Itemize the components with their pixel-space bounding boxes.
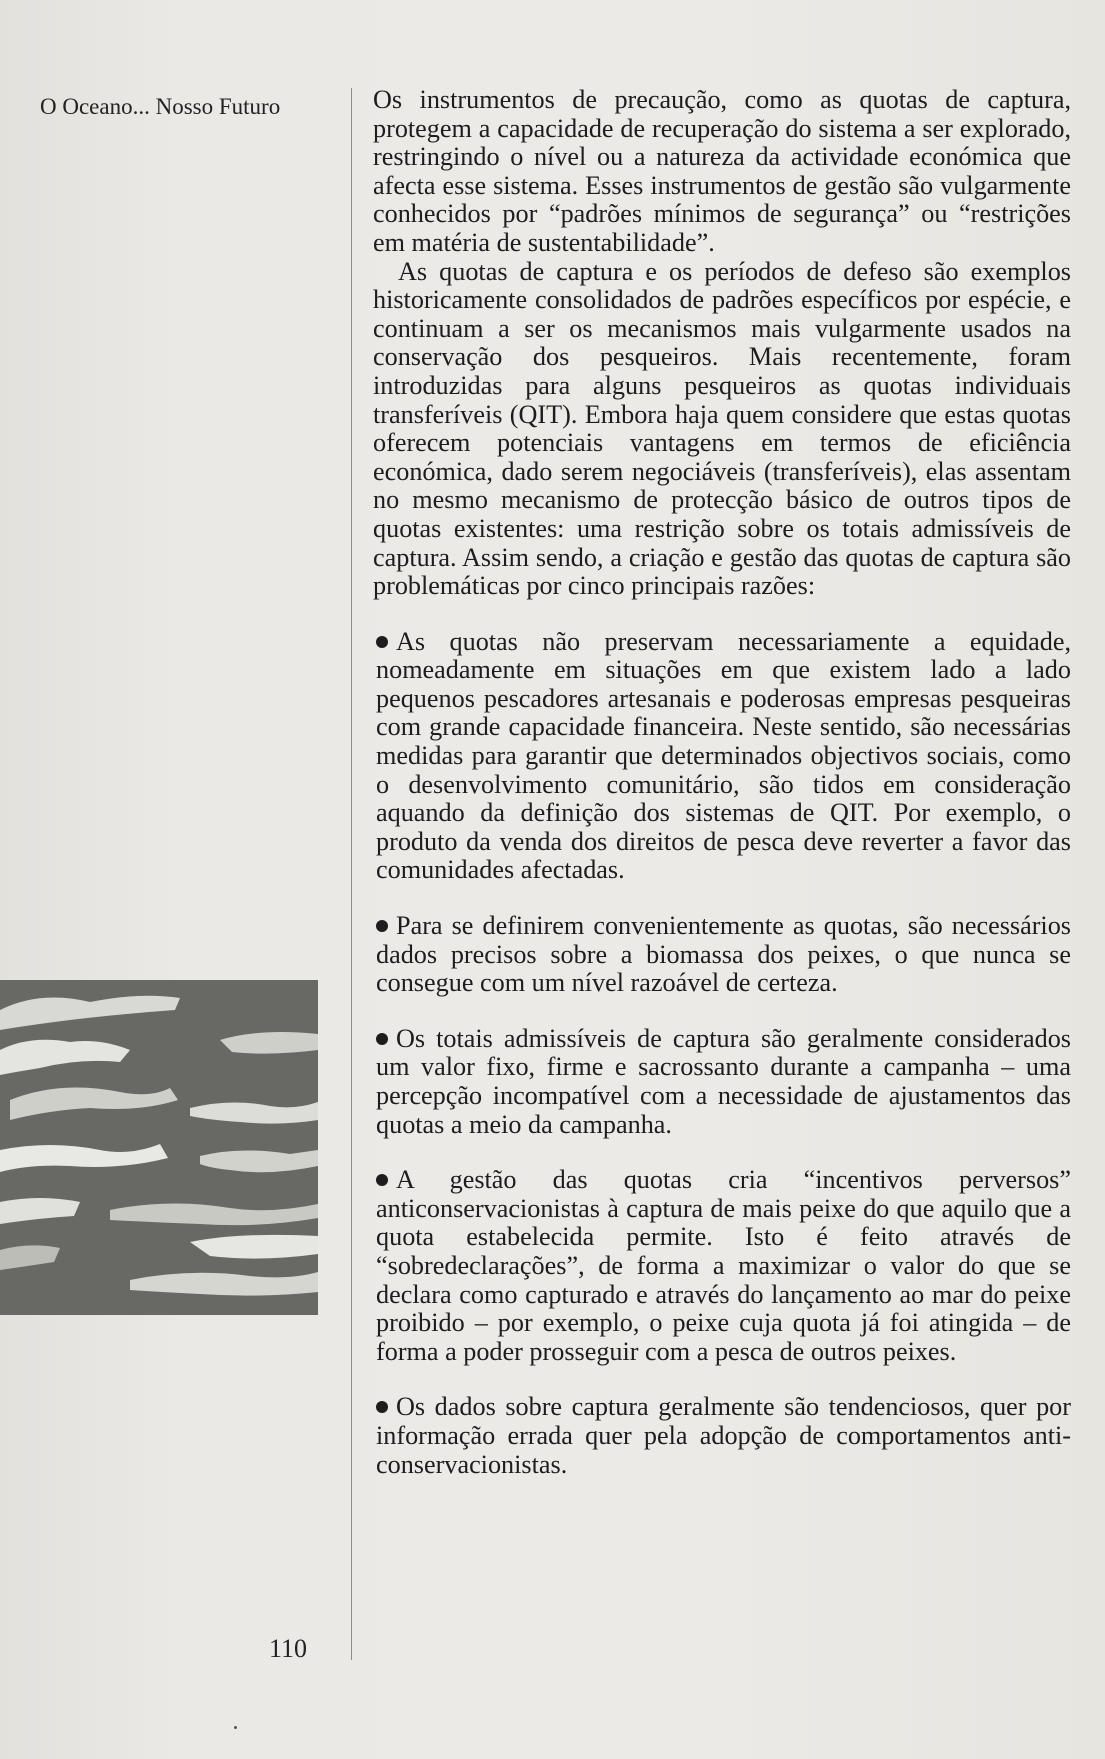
ocean-waves-image <box>0 980 318 1315</box>
bullet-icon <box>376 1401 388 1413</box>
list-item <box>376 628 1071 885</box>
list-item <box>376 1166 1071 1366</box>
bullet-icon <box>376 1174 388 1186</box>
ocean-photo <box>0 980 318 1315</box>
list-item-text: Os totais admissíveis de captura são geralmente considerados um valor fixo, firme e sacrossanto durante a campanha – uma percepção incompatível com a necessidade de ajustamentos das quotas a meio da campanha. <box>376 1023 1071 1139</box>
list-item-text: As quotas não preservam necessariamente a equidade, nomeadamente em situações em que existem lado a lado pequenos pescadores artesanais e poderosas empresas pesqueiras com grande capacidade financeira. Neste sentido, são necessárias medidas para garantir que determinados objectivos sociais, como o desenvolvimento comunitário, são tidos em consideração aquando da definição dos sistemas de QIT. Por exemplo, o produto da venda dos direitos de pesca deve reverter a favor das comunidades afectadas. <box>376 626 1071 885</box>
paragraph: Os instrumentos de precaução, como as quotas de captura, protegem a capacidade de recuperação do sistema a ser explorado, restringindo o nível ou a natureza da actividade económica que afecta esse sistema. Esses instrumentos de gestão são vulgarmente conhecidos por “padrões mínimos de segurança” ou “restrições em matéria de sustentabilidade”. <box>373 85 1071 257</box>
list-item <box>376 1393 1071 1479</box>
page-number: 110 <box>269 1634 308 1663</box>
list-item-text: Para se definirem convenientemente as quotas, são necessários dados precisos sobre a biomassa dos peixes, o que nunca se consegue com um nível razoável de certeza. <box>376 911 1071 998</box>
running-head: O Oceano... Nosso Futuro <box>40 94 281 119</box>
paragraph: As quotas de captura e os períodos de defeso são exemplos historicamente consolidados de padrões específicos por espécie, e continuam a ser os mecanismos mais vulgarmente usados na conservação dos pesqueiros. Mais recentemente, foram introduzidas para alguns pesqueiros as quotas individuais transferíveis (QIT). Embora haja quem considere que estas quotas oferecem potenciais vantagens em termos de eficiência económica, dado serem negociáveis (transferíveis), elas assentam no mesmo mecanismo de protecção básico de outros tipos de quotas existentes: uma restrição sobre os totais admissíveis de captura. Assim sendo, a criação e gestão das quotas de captura são problemáticas por cinco principais razões: <box>373 256 1071 601</box>
column-divider <box>351 88 352 1660</box>
bullet-icon <box>376 920 388 932</box>
bullet-icon <box>376 636 388 648</box>
bullet-list <box>373 628 1071 1479</box>
list-item-text: A gestão das quotas cria “incentivos perversos” anticonservacionistas à captura de mais peixe do que aquilo que a quota estabelecida permite. Isto é feito através de “sobredeclarações”, de forma a maximizar o valor do que se declara como capturado e através do lançamento ao mar do peixe proibido – por exemplo, o peixe cuja quota já foi atingida – de forma a poder prosseguir com a pesca de outros peixes. <box>376 1165 1071 1366</box>
list-item <box>376 912 1071 998</box>
main-text-column <box>373 86 1071 1506</box>
list-item-text: Os dados sobre captura geralmente são tendenciosos, quer por informação errada quer pela adopção de comportamentos anti-conservacionistas. <box>376 1392 1071 1479</box>
bullet-icon <box>376 1033 388 1045</box>
list-item <box>376 1025 1071 1139</box>
print-speck <box>234 1726 237 1729</box>
